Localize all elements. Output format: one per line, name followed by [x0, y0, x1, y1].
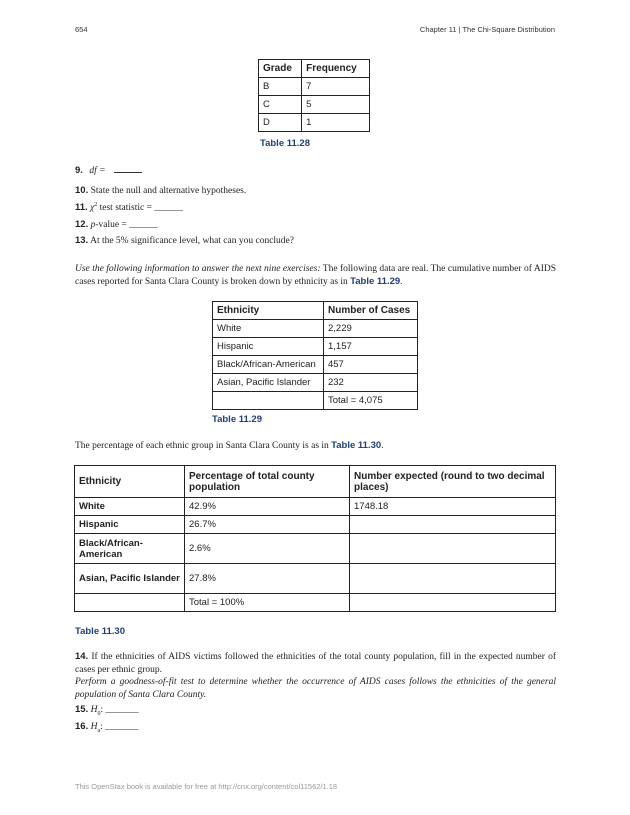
table-11-28: [258, 59, 370, 132]
table-cell: White: [75, 498, 185, 516]
question-number: 16.: [75, 721, 89, 732]
intro-italic: Use the following information to answer the next nine exercises:: [75, 264, 321, 274]
table-cell: Total = 4,075: [323, 392, 417, 410]
question-16: [75, 721, 138, 734]
table-cell: 2.6%: [185, 534, 350, 564]
table-caption-11-30: Table 11.30: [75, 626, 125, 637]
table-cell: Hispanic: [213, 338, 324, 356]
table-cell: 2,229: [323, 320, 417, 338]
table-cell: 1,157: [323, 338, 417, 356]
question-number: 14.: [75, 651, 89, 662]
question-number: 15.: [75, 704, 89, 715]
table-cell: White: [213, 320, 324, 338]
question-text: If the ethnicities of AIDS victims followed the ethnicities of the total county population, fill in the expected number of cases per ethnic group.: [75, 652, 556, 675]
table-cell: [75, 594, 185, 612]
table-cell: 457: [323, 356, 417, 374]
table-cell: Hispanic: [75, 516, 185, 534]
col-header-percentage: Percentage of total county population: [185, 466, 350, 498]
question-number: 11.: [75, 202, 88, 214]
table-cell: 7: [302, 78, 370, 96]
col-header-cases: Number of Cases: [323, 302, 417, 320]
table-11-29: [212, 301, 418, 410]
question-13: [75, 235, 294, 246]
table-cell: [350, 534, 556, 564]
question-text: -value = ______: [95, 220, 158, 230]
table-cell: 26.7%: [185, 516, 350, 534]
question-14: [75, 651, 556, 701]
table-cell: 5: [302, 96, 370, 114]
table-cell: Asian, Pacific Islander: [213, 374, 324, 392]
table-caption-11-28: Table 11.28: [260, 138, 310, 149]
table-11-29-link[interactable]: Table 11.29: [350, 275, 401, 287]
hypothesis-symbol: H: [90, 722, 98, 732]
percentage-end: .: [381, 441, 384, 451]
question-15: [75, 704, 139, 717]
table-header-row: [259, 60, 370, 78]
page-number: 654: [75, 25, 88, 34]
table-row: [75, 498, 556, 516]
question-text: : _______: [100, 705, 139, 715]
question-number: 13.: [75, 235, 89, 246]
table-cell: Black/African-American: [213, 356, 324, 374]
table-row: [75, 564, 556, 594]
question-text: : _______: [100, 722, 139, 732]
table-row: [213, 374, 418, 392]
subscript: 0: [97, 710, 101, 717]
answer-blank: [114, 164, 142, 173]
question-10: [75, 185, 246, 196]
question-text: df =: [89, 166, 106, 176]
question-number: 12.: [75, 219, 89, 230]
subscript: a: [97, 727, 101, 734]
question-11: [75, 202, 183, 213]
col-header-expected: Number expected (round to two decimal places): [350, 466, 556, 498]
table-header-row: [75, 466, 556, 498]
table-cell: [350, 594, 556, 612]
table-row: [259, 96, 370, 114]
percentage-sentence: [75, 440, 384, 451]
table-cell: [350, 564, 556, 594]
table-cell: Black/African-American: [75, 534, 185, 564]
table-cell: [213, 392, 324, 410]
chapter-header: [420, 25, 555, 34]
table-11-30-link[interactable]: Table 11.30: [331, 440, 382, 451]
table-row: [213, 392, 418, 410]
table-cell: Total = 100%: [185, 594, 350, 612]
chi-symbol: χ: [90, 203, 95, 214]
table-row: [75, 534, 556, 564]
col-header-ethnicity: Ethnicity: [75, 466, 185, 498]
hypothesis-symbol: H: [90, 705, 98, 715]
question-number: 10.: [75, 185, 89, 196]
question-12: [75, 219, 158, 230]
col-header-frequency: Frequency: [302, 60, 370, 78]
table-cell: 27.8%: [185, 564, 350, 594]
percentage-text: The percentage of each ethnic group in Santa Clara County is as in: [75, 441, 332, 451]
question-text: State the null and alternative hypotheses.: [90, 186, 247, 196]
question-text: test statistic = ______: [99, 203, 183, 214]
table-caption-11-29: Table 11.29: [212, 414, 262, 425]
table-row: [213, 338, 418, 356]
footer-text: This OpenStax book is available for free at http://cnx.org/content/col11562/1.18: [75, 782, 338, 791]
table-cell: C: [259, 96, 302, 114]
table-cell: [350, 516, 556, 534]
table-cell: Asian, Pacific Islander: [75, 564, 185, 594]
table-cell: 42.9%: [185, 498, 350, 516]
intro-text: The following data are real. The cumulative number of AIDS cases reported for Santa Clara County is broken down by ethnicity as in: [75, 264, 557, 287]
question-9: [75, 164, 142, 176]
table-cell: 1748.18: [350, 498, 556, 516]
col-header-ethnicity: Ethnicity: [213, 302, 324, 320]
table-row: [213, 356, 418, 374]
table-header-row: [213, 302, 418, 320]
question-instruction: Perform a goodness-of-fit test to determine whether the occurrence of AIDS cases follows the ethnicities of the general population of Santa Clara County.: [75, 677, 556, 700]
intro-end: .: [400, 276, 403, 287]
table-row: [213, 320, 418, 338]
table-cell: B: [259, 78, 302, 96]
table-cell: D: [259, 114, 302, 132]
intro-paragraph: [75, 263, 556, 288]
question-number: 9.: [75, 165, 83, 176]
table-row: [75, 516, 556, 534]
table-row: [259, 114, 370, 132]
question-text: At the 5% significance level, what can you conclude?: [90, 236, 294, 246]
chapter-title: Chapter 11 | The Chi-Square Distribution: [419, 25, 555, 34]
table-cell: 1: [302, 114, 370, 132]
superscript: 2: [94, 202, 98, 208]
table-row: [259, 78, 370, 96]
table-cell: 232: [323, 374, 417, 392]
table-11-30: [74, 465, 556, 612]
col-header-grade: Grade: [259, 60, 302, 78]
p-symbol: p: [90, 220, 96, 230]
table-row: [75, 594, 556, 612]
